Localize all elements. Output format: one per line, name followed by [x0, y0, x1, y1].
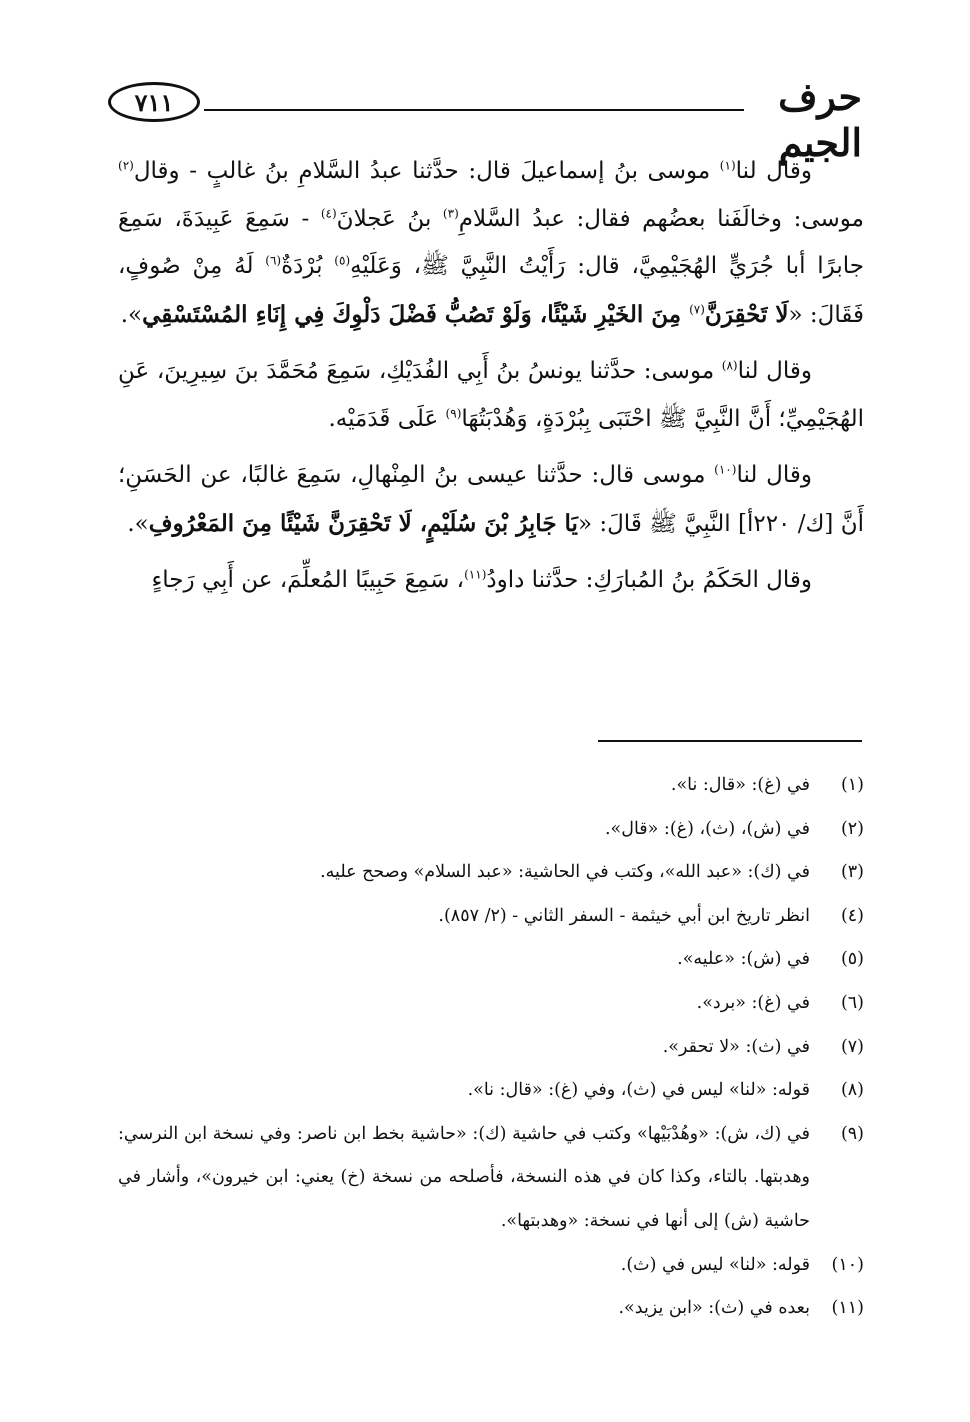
footnote-text: في (غ): «قال: نا».: [670, 775, 810, 795]
footnote-number: (٦): [840, 992, 864, 1013]
footnote-text: قوله: «لنا» ليس في (ث).: [620, 1254, 810, 1275]
footnote-text: في (ش)، (ث)، (غ): «قال».: [604, 818, 810, 839]
text: بنُ عَجلانَ: [336, 205, 443, 232]
footnote-text: في (ش): «عليه».: [677, 949, 810, 970]
footnote-ref: (٦): [265, 253, 282, 268]
footnote-text: قوله: «لنا» ليس في (ث)، وفي (غ): «قال: نا».: [467, 1080, 810, 1101]
text: - سَمِعَ عَبِيدَةَ، سَمِعَ جابرًا أبا جُرَيٍّ الهُجَيْمِيَّ، قال: رَأَيْتُ النَّبِيَّ ﷺ، وَعَلَيْهِ: [118, 205, 864, 279]
footnote: [118, 808, 864, 852]
page-number: ٧١١: [108, 82, 200, 122]
footnote: [118, 1113, 864, 1244]
footnote-number: (٨): [840, 1080, 864, 1101]
text: وقال لنا: [737, 358, 812, 384]
text: موسى: وخالَفَنا بعضُهم فقال: عبدُ السَّلامِ: [458, 205, 864, 232]
footnote-number: (٥): [840, 949, 864, 970]
footnote: [118, 1026, 864, 1070]
footnote-text: في (ك، ش): «وهُدْبَيْها» وكتب في حاشية (ك): «حاشية بخط ابن ناصر: وفي نسخة ابن النرسي: وهدبتها. بالتاء، وكذا كان في هذه النسخة، فأصلحه من نسخة (خ) يعني: ابن خيرون»، وأشار في حاشية (ش) إلى أنها في نسخة: «وهدبتها».: [118, 1123, 810, 1231]
footnote-ref: (١): [719, 158, 736, 173]
footnote-ref: (٨): [721, 358, 738, 373]
text: بُرْدَةٌ: [281, 253, 335, 279]
footnote-ref: (٢): [118, 158, 134, 173]
footnote-number: (١): [840, 775, 864, 795]
text: موسى قال: حدَّثنا عيسى بنُ المِنْهالِ، سَمِعَ غالبًا، عن الحَسَنِ؛ أَنَّ [ك/ ٢٢٠أ] النَّبِيَّ ﷺ قَالَ: «: [118, 462, 864, 537]
paragraph-2: [118, 348, 864, 443]
footnote-number: (٢): [840, 818, 864, 839]
hadith-text: يَا جَابِرُ بْنَ سُلَيْمٍ، لَا تَحْقِرَنَّ شَيْئًا مِنَ المَعْرُوفِ: [148, 509, 578, 537]
footnote: [118, 764, 864, 808]
header-rule: [204, 109, 744, 111]
footnote-ref: (٥): [334, 253, 351, 268]
footnote-number: (٣): [840, 862, 864, 883]
footnote-separator: [598, 740, 862, 742]
page-header: [108, 74, 862, 165]
footnote-ref: (١١): [464, 567, 487, 582]
text: عَلَى قَدَمَيْه.: [328, 405, 446, 432]
footnote-text: في (غ): «برد».: [696, 992, 810, 1013]
text: ، سَمِعَ حَبِيبًا المُعلِّمَ، عن أَبِي رَجاءٍ: [151, 567, 465, 593]
footnote-number: (٧): [840, 1036, 864, 1057]
footnote-text: انظر تاريخ ابن أبي خيثمة - السفر الثاني - (٢/ ٨٥٧).: [438, 905, 810, 926]
main-text: [118, 148, 864, 614]
footnote-ref: (٤): [320, 205, 337, 220]
text: ».: [120, 301, 143, 328]
footnote-text: في (ك): «عبد الله»، وكتب في الحاشية: «عبد السلام» وصحح عليه.: [320, 862, 810, 883]
footnote-number: (١٠): [831, 1254, 864, 1275]
text: موسى بنُ إسماعيلَ قال: حدَّثنا عبدُ السَّلامِ بنُ غالبٍ - وقال: [133, 158, 720, 184]
footnote-text: في (ث): «لا تحقر».: [662, 1036, 810, 1057]
text: وقال لنا: [735, 158, 812, 184]
footnote-number: (٤): [840, 905, 864, 926]
hadith-text: لَا تَحْقِرَنَّ: [704, 300, 789, 328]
footnotes: [118, 764, 864, 1331]
hadith-text: مِنَ الخَيْرِ شَيْئًا، وَلَوْ تَصُبُّ فَضْلَ دَلْوِكَ فِي إِنَاءِ المُسْتَسْقِي: [142, 300, 690, 328]
footnote-ref: (٧): [689, 301, 705, 316]
text: لَهُ مِنْ صُوفٍ، فَقَالَ: «: [118, 253, 864, 328]
footnote-ref: (٩): [445, 405, 462, 420]
text: موسى: حدَّثنا يونسُ بنُ أَبِي الفُدَيْكِ، سَمِعَ مُحَمَّدَ بنَ سِيرِينَ، عَنِ الهُجَيْمِيِّ؛ أَنَّ النَّبِيَّ ﷺ احْتَبَى بِبُرْدَةٍ، وَهُدْبَتُهَا: [118, 358, 864, 432]
text: وقال لنا: [736, 462, 812, 488]
footnote-text: بعده في (ث): «ابن يزيد».: [618, 1298, 810, 1319]
text: وقال الحَكَمُ بنُ المُبارَكِ: حدَّثنا داودُ: [486, 567, 812, 593]
footnote: [118, 851, 864, 895]
paragraph-1: [118, 148, 864, 339]
chapter-title: حرف الجيم: [778, 74, 862, 165]
footnote-number: (١١): [831, 1298, 864, 1319]
footnote-number: (٩): [840, 1123, 864, 1144]
paragraph-4: [118, 557, 864, 605]
text: ».: [127, 510, 149, 537]
footnote-ref: (٣): [442, 205, 459, 220]
footnote-ref: (١٠): [714, 462, 737, 477]
footnote: [118, 982, 864, 1026]
paragraph-3: [118, 452, 864, 548]
footnote: [118, 1069, 864, 1113]
footnote: [118, 895, 864, 939]
footnote: [118, 1244, 864, 1288]
footnote: [118, 1287, 864, 1331]
footnote: [118, 938, 864, 982]
